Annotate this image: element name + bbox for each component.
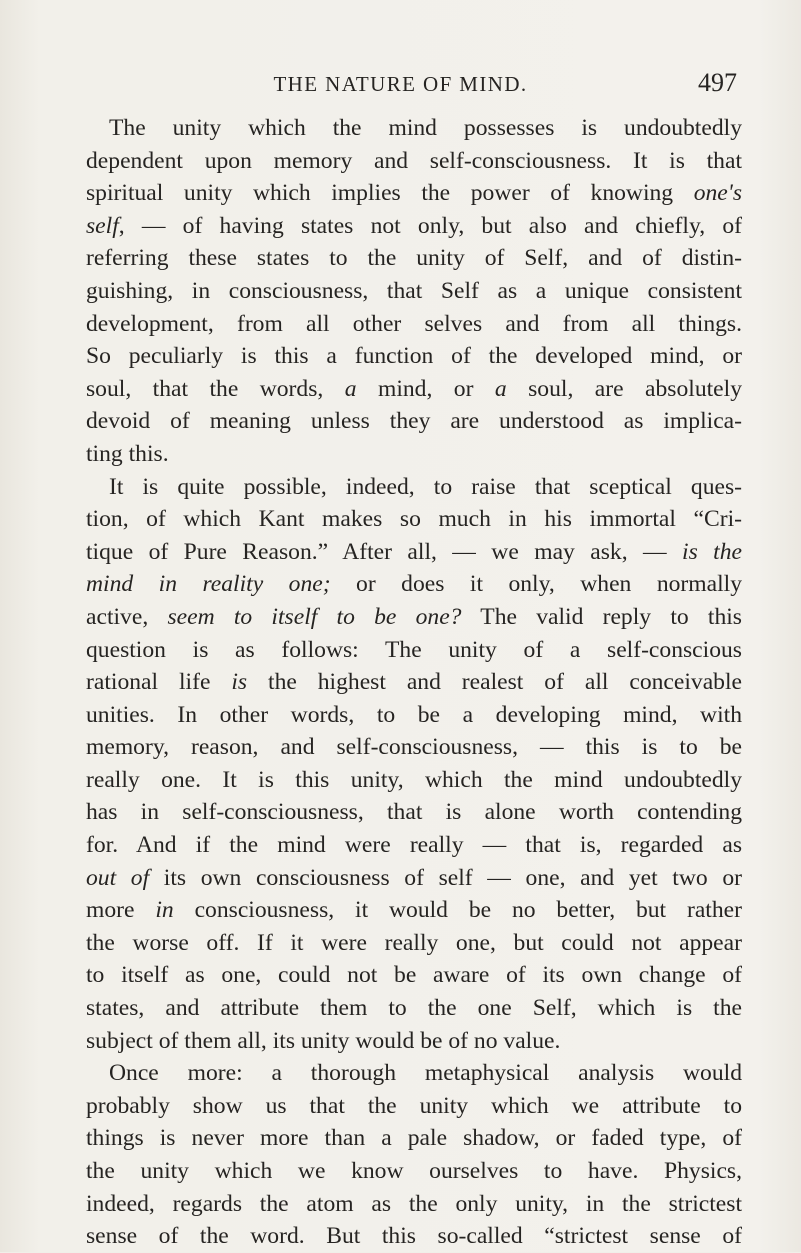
text-segment: to itself as one, could not be aware of its own change of	[86, 962, 742, 989]
running-title: THE NATURE OF MIND.	[273, 72, 528, 96]
text-segment: for. And if the mind were really — that is, regarded as	[86, 832, 742, 859]
italic-text: is the	[682, 538, 742, 565]
text-segment: question is as follows: The unity of a self-conscious	[86, 636, 742, 663]
italic-text: a	[344, 375, 357, 402]
text-segment: things is never more than a pale shadow, or faded type, of	[86, 1125, 742, 1152]
text-line	[86, 1220, 742, 1253]
text-segment: consciousness, it would be no better, but rather	[173, 897, 742, 924]
text-line	[86, 992, 742, 1025]
text-segment: the highest and realest of all conceivable	[247, 669, 743, 696]
text-line	[86, 308, 742, 341]
text-line	[86, 275, 742, 308]
text-line	[86, 634, 742, 667]
text-segment: It is quite possible, indeed, to raise that sceptical ques-	[109, 473, 742, 500]
text-segment: or does it only, when normally	[330, 571, 742, 598]
text-segment: tique of Pure Reason.” After all, — we may ask, —	[86, 538, 683, 565]
text-line	[86, 959, 742, 992]
text-segment: , — of having states not only, but also and chiefly, of	[118, 212, 742, 239]
text-line	[86, 1090, 742, 1123]
text-line	[86, 1025, 742, 1058]
text-segment: Once more: a thorough metaphysical analysis would	[109, 1060, 742, 1087]
text-segment: dependent upon memory and self-consciousness. It is that	[86, 147, 742, 174]
text-line	[86, 373, 742, 406]
text-line	[86, 405, 742, 438]
body-text	[86, 112, 742, 1253]
text-line	[86, 340, 742, 373]
text-segment: referring these states to the unity of Self, and of distin-	[86, 245, 742, 272]
text-line	[86, 536, 742, 569]
text-line	[86, 1155, 742, 1188]
text-line	[86, 242, 742, 275]
text-segment: The valid reply to this	[461, 603, 742, 630]
text-segment: soul, are absolutely	[506, 375, 742, 402]
text-line	[86, 699, 742, 732]
text-line	[86, 1057, 742, 1090]
italic-text: self	[86, 212, 119, 239]
text-line	[86, 894, 742, 927]
italic-text: mind in reality one;	[86, 571, 331, 598]
text-line	[86, 927, 742, 960]
text-line	[86, 601, 742, 634]
text-segment: subject of them all, its unity would be of no value.	[86, 1027, 561, 1054]
text-line	[86, 862, 742, 895]
text-segment: soul, that the words,	[86, 375, 345, 402]
italic-text: one's	[693, 180, 742, 207]
text-line	[86, 666, 742, 699]
text-segment: active,	[86, 603, 168, 630]
italic-text: seem to itself to be one?	[167, 603, 462, 630]
italic-text: is	[231, 669, 248, 696]
text-line	[86, 210, 742, 243]
page-number: 497	[698, 68, 737, 97]
text-segment: memory, reason, and self-consciousness, — this is to be	[86, 734, 742, 761]
text-line	[86, 145, 742, 178]
text-segment: states, and attribute them to the one Self, which is the	[86, 995, 742, 1022]
text-segment: its own consciousness of self — one, and yet two or	[149, 864, 742, 891]
italic-text: out of	[86, 864, 150, 891]
running-head	[0, 66, 801, 106]
text-segment: development, from all other selves and from all things.	[86, 310, 742, 337]
text-segment: guishing, in consciousness, that Self as a unique consistent	[86, 277, 742, 304]
text-line	[86, 568, 742, 601]
text-line	[86, 1122, 742, 1155]
text-segment: spiritual unity which implies the power of knowing	[86, 180, 694, 207]
text-segment: the unity which we know ourselves to have. Physics,	[86, 1158, 742, 1184]
text-segment: ting this.	[86, 440, 169, 467]
text-line	[86, 503, 742, 536]
text-segment: mind, or	[356, 375, 495, 402]
text-line	[86, 731, 742, 764]
text-segment: So peculiarly is this a function of the developed mind, or	[86, 343, 742, 370]
text-line	[86, 471, 742, 504]
text-line	[86, 1188, 742, 1221]
text-line	[86, 177, 742, 210]
text-segment: tion, of which Kant makes so much in his immortal “Cri-	[86, 506, 742, 533]
italic-text: a	[494, 375, 507, 402]
text-line	[86, 829, 742, 862]
text-line	[86, 796, 742, 829]
text-segment: has in self-consciousness, that is alone worth contending	[86, 799, 742, 826]
italic-text: in	[155, 897, 174, 924]
text-segment: probably show us that the unity which we attribute to	[86, 1092, 742, 1119]
text-segment: unities. In other words, to be a developing mind, with	[86, 701, 742, 728]
text-line	[86, 764, 742, 797]
text-segment: really one. It is this unity, which the mind undoubtedly	[86, 766, 742, 793]
text-segment: devoid of meaning unless they are understood as implica-	[86, 408, 742, 435]
text-segment: indeed, regards the atom as the only unity, in the strictest	[86, 1190, 742, 1217]
text-line	[86, 112, 742, 145]
text-segment: rational life	[86, 669, 232, 696]
text-segment: the worse off. If it were really one, but could not appear	[86, 929, 742, 956]
text-segment: more	[86, 897, 156, 924]
text-segment: sense of the word. But this so-called “strictest sense of	[86, 1223, 742, 1250]
text-segment: The unity which the mind possesses is undoubtedly	[109, 115, 742, 141]
text-line	[86, 438, 742, 471]
